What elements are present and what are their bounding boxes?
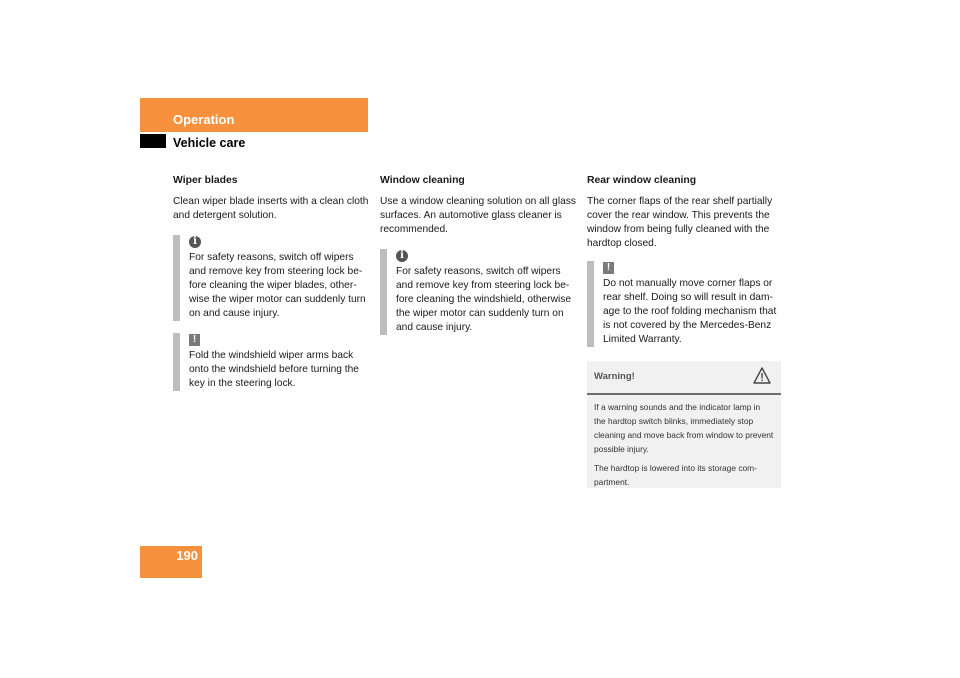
rear-window-heading: Rear window cleaning <box>587 175 697 186</box>
subsection-title: Vehicle care <box>173 136 246 150</box>
wiper-blades-body: Clean wiper blade inserts with a clean cloth and detergent solution. <box>173 196 369 221</box>
section-title: Operation <box>173 112 235 127</box>
window-cleaning-body: Use a window cleaning solution on all glass surfaces. An automotive glass cleaner is recommended. <box>380 196 576 235</box>
info-note <box>173 235 371 321</box>
rear-window-body: The corner flaps of the rear shelf partially cover the rear window. This prevents the window from being fully cleaned with the hardtop closed. <box>587 196 773 249</box>
info-icon: i <box>189 236 201 248</box>
caution-note-text: Do not manually move corner flaps or rear shelf. Doing so will result in dam-age to the roof folding mechanism that is not covered by the Mercedes-Benz Limited Warranty. <box>603 278 777 345</box>
info-note-text: For safety reasons, switch off wipers and remove key from steering lock be-fore cleaning the windshield, otherwise the wiper motor can suddenly turn on and cause injury. <box>396 266 571 333</box>
caution-note <box>173 333 371 391</box>
column-rear-window-cleaning <box>587 174 783 347</box>
wiper-blades-heading: Wiper blades <box>173 175 238 186</box>
info-icon: i <box>396 250 408 262</box>
caution-icon: ! <box>189 334 200 346</box>
warning-triangle-icon <box>753 367 771 389</box>
warning-box <box>587 361 781 488</box>
caution-note-text: Fold the windshield wiper arms back onto the windshield before turning the key in the steering lock. <box>189 350 359 389</box>
window-cleaning-heading: Window cleaning <box>380 175 465 186</box>
warning-paragraph-2: The hardtop is lowered into its storage com-partment. <box>594 463 757 487</box>
column-window-cleaning <box>380 174 578 335</box>
column-wiper-blades <box>173 174 371 391</box>
warning-header <box>587 361 781 395</box>
warning-paragraph-1: If a warning sounds and the indicator lamp in the hardtop switch blinks, immediately stop cleaning and move back from window to prevent possible injury. <box>594 402 774 454</box>
caution-icon: ! <box>603 262 614 274</box>
header-marker <box>140 134 166 148</box>
warning-title: Warning! <box>594 371 635 382</box>
info-note <box>380 249 578 335</box>
page-number: 190 <box>176 548 198 563</box>
caution-note <box>587 261 783 347</box>
info-note-text: For safety reasons, switch off wipers and remove key from steering lock be-fore cleaning the wiper blades, other-wise the wiper motor can suddenly turn on and cause injury. <box>189 252 366 319</box>
